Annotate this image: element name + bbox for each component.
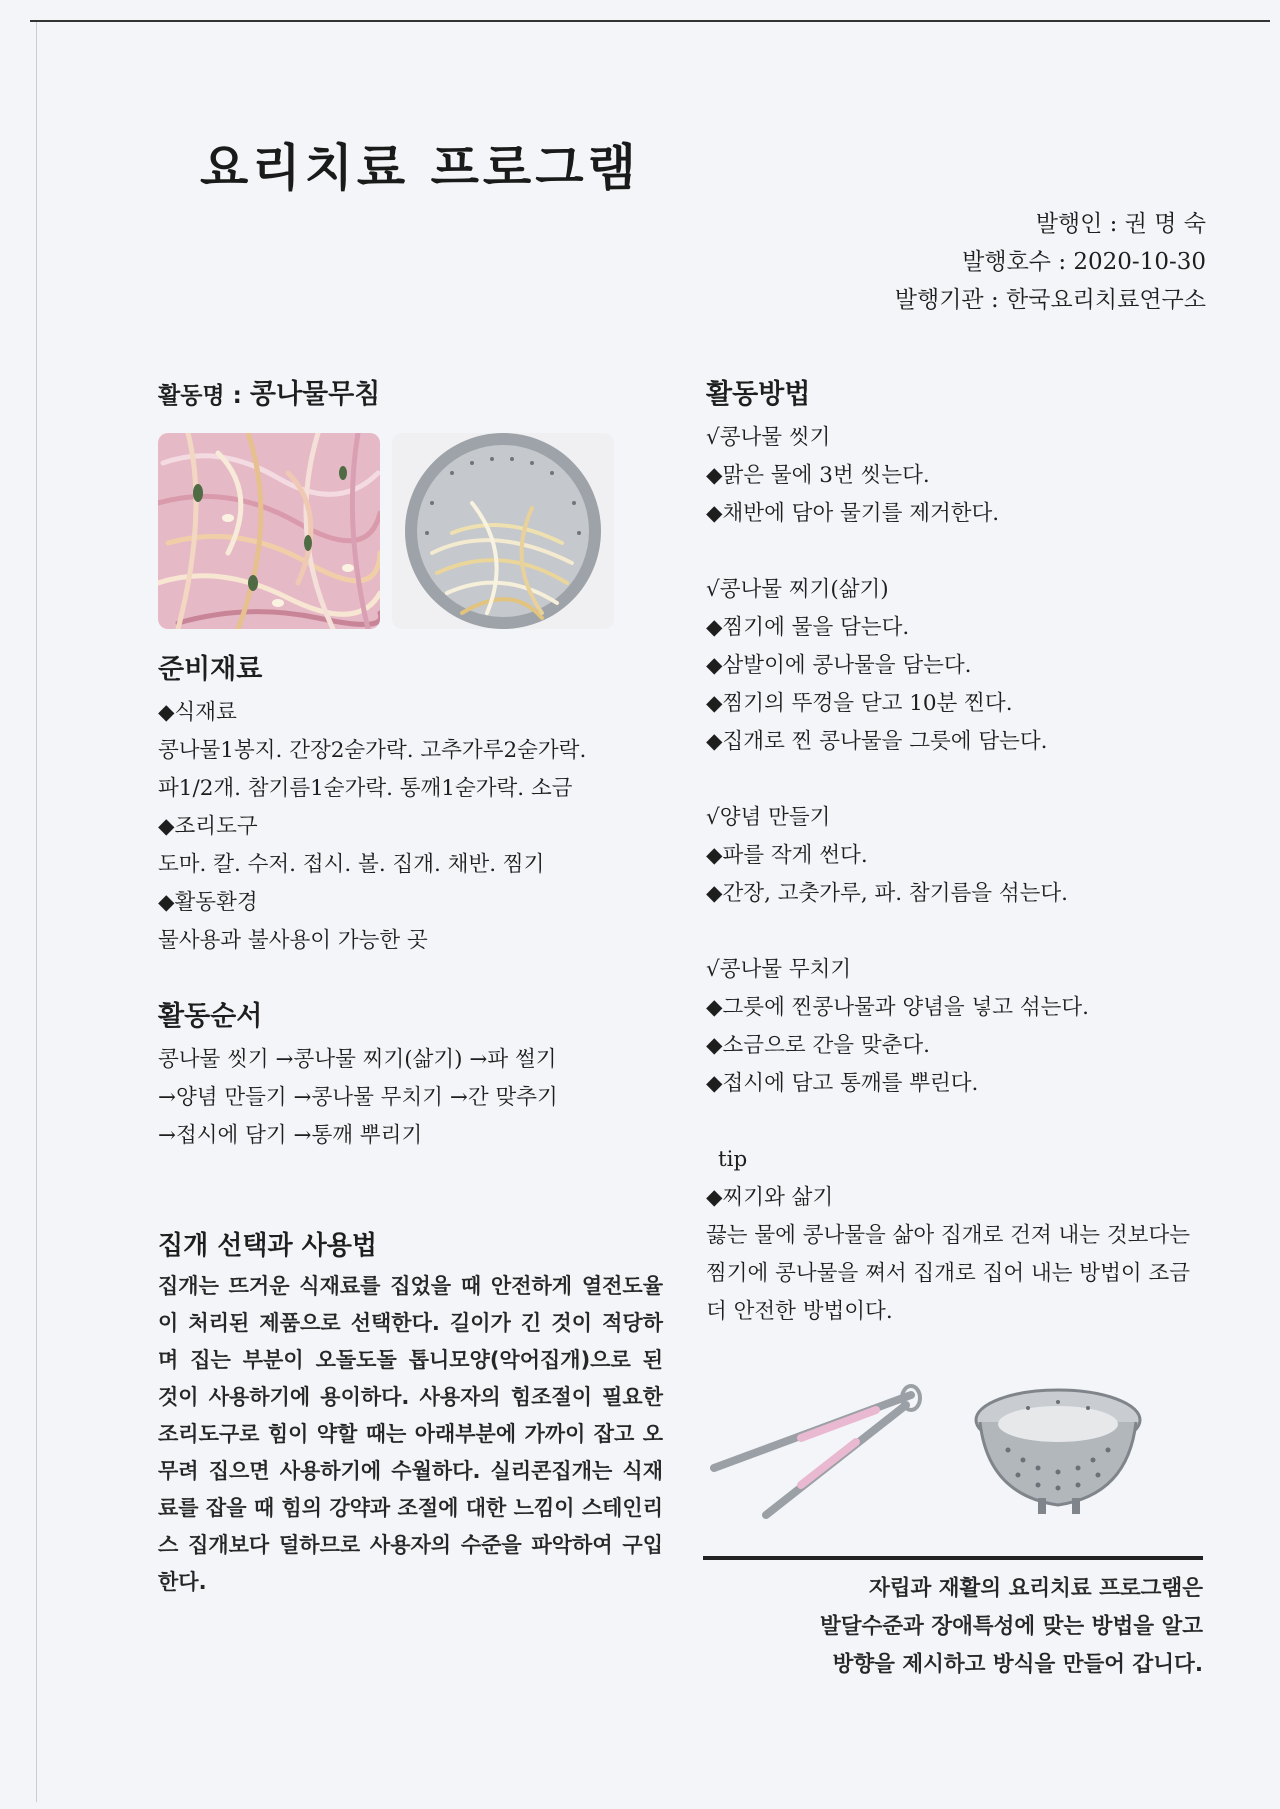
cookware-label: ◆조리도구 [158,814,258,839]
right-column [706,372,1206,1331]
order-line-2: →양념 만들기 →콩나물 무치기 →간 맞추기 [158,1085,558,1110]
top-rule [30,20,1270,22]
page-edge [36,22,37,1802]
ingredients-label: ◆식재료 [158,700,237,725]
issuer-row [895,205,1206,243]
step3-item: ◆간장, 고춧가루, 파. 참기름을 섞는다. [706,881,1068,906]
step4-item: ◆소금으로 간을 맞춘다. [706,1033,930,1058]
activity-name-heading [158,372,663,411]
steamer-basket-illustration [968,1380,1148,1520]
tip-title: ◆찌기와 삶기 [706,1185,834,1210]
page-title: 요리치료 프로그램 [200,139,640,197]
tool-illustrations [706,1380,1216,1530]
closing-line-3: 방향을 제시하고 방식을 만들어 갑니다. [832,1652,1203,1677]
ingredients-line-2: 파1/2개. 참기름1숟가락. 통깨1숟가락. 소금 [158,776,573,801]
issuer-label: 발행인 : [1035,211,1118,237]
activity-label: 활동명 : [158,383,242,409]
tip-label: tip [718,1147,748,1172]
tongs-title: 집개 선택과 사용법 [158,1231,378,1261]
order-line-1: 콩나물 씻기 →콩나물 찌기(삶기) →파 썰기 [158,1047,557,1072]
step1-title: √콩나물 씻기 [706,425,831,450]
step2-item: ◆삼발이에 콩나물을 담는다. [706,653,972,678]
issuer-name: 권 명 숙 [1124,211,1206,237]
tongs-illustration [706,1380,926,1530]
step2-item: ◆찜기에 물을 담는다. [706,615,910,640]
organization-name: 한국요리치료연구소 [1006,287,1206,313]
step4-item: ◆그릇에 찐콩나물과 양념을 넣고 섞는다. [706,995,1090,1020]
closing-message [703,1570,1203,1684]
dish-photos [158,433,663,629]
seasoned-sprouts-photo [158,433,380,629]
step2-title: √콩나물 찌기(삶기) [706,577,889,602]
organization-row [895,281,1206,319]
issue-date: 2020-10-30 [1073,249,1206,275]
ingredients-line-1: 콩나물1봉지. 간장2숟가락. 고추가루2숟가락. [158,738,587,763]
closing-divider [703,1556,1203,1560]
order-title: 활동순서 [158,1001,263,1032]
step3-title: √양념 만들기 [706,805,831,830]
step2-item: ◆집개로 찐 콩나물을 그릇에 담는다. [706,729,1048,754]
environment-label: ◆활동환경 [158,890,258,915]
issue-date-row [895,243,1206,281]
step1-item: ◆채반에 담아 물기를 제거한다. [706,501,1000,526]
step4-title: √콩나물 무치기 [706,957,852,982]
order-line-3: →접시에 담기 →통깨 뿌리기 [158,1123,423,1148]
environment-text: 물사용과 불사용이 가능한 곳 [158,928,428,953]
step1-item: ◆맑은 물에 3번 씻는다. [706,463,930,488]
step3-item: ◆파를 작게 썬다. [706,843,868,868]
closing-line-2: 발달수준과 장애특성에 맞는 방법을 알고 [819,1614,1203,1639]
prep-title: 준비재료 [158,654,263,685]
cookware-list: 도마. 칼. 수저. 접시. 볼. 집개. 채반. 찜기 [158,852,545,877]
step2-item: ◆찜기의 뚜껑을 닫고 10분 찐다. [706,691,1013,716]
organization-label: 발행기관 : [894,287,999,313]
tip-body: 끓는 물에 콩나물을 삶아 집개로 건져 내는 것보다는 찜기에 콩나물을 쪄서 집개로 집어 내는 방법이 조금 더 안전한 방법이다. [706,1223,1190,1324]
step4-item: ◆접시에 담고 통깨를 뿌린다. [706,1071,979,1096]
method-title: 활동방법 [706,379,811,410]
publisher-info [895,205,1206,319]
steamed-sprouts-photo [392,433,614,629]
activity-name: 콩나물무침 [249,379,381,410]
closing-line-1: 자립과 재활의 요리치료 프로그램은 [869,1576,1203,1601]
left-column [158,372,663,1601]
tongs-body: 집개는 뜨거운 식재료를 집었을 때 안전하게 열전도율이 처리된 제품으로 선택한다. 길이가 긴 것이 적당하며 집는 부분이 오돌도돌 톱니모양(악어집개)으로 된 것이 사용하기에 용이하다. 사용자의 힘조절이 필요한 조리도구로 힘이 약할 때는 아래부분에 가까이 잡고 오무려 집으면 사용하기에 수월하다. 실리콘집개는 식재료를 잡을 때 힘의 강약과 조절에 대한 느낌이 스테인리스 집개보다 덜하므로 사용자의 수준을 파악하여 구입한다. [158,1274,663,1594]
issue-date-label: 발행호수 : [962,249,1067,275]
